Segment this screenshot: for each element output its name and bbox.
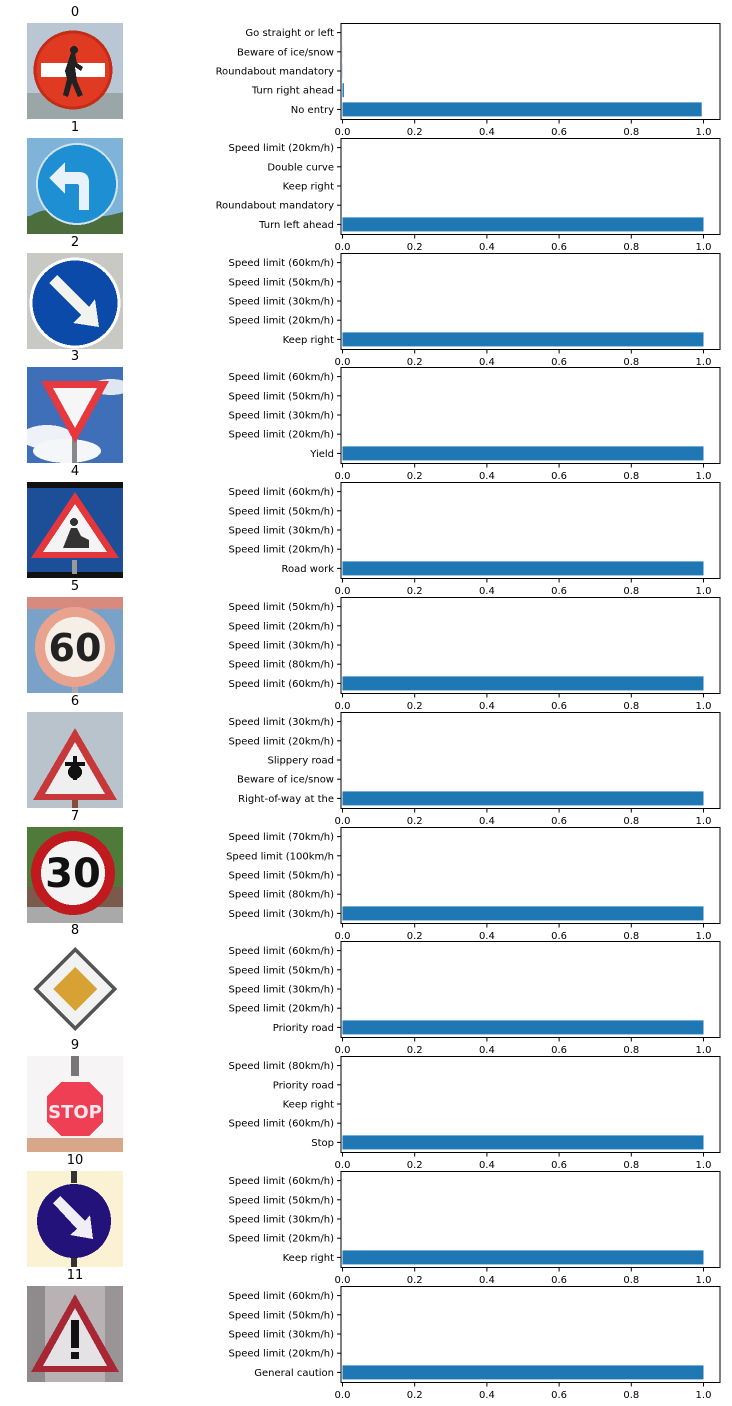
x-tick-label: 0.8 <box>623 1045 640 1057</box>
x-tick-label: 0.6 <box>551 241 568 253</box>
y-tick-label: Stop <box>311 1138 334 1150</box>
x-tick-label: 1.0 <box>695 471 712 483</box>
y-tick-label: Speed limit (80km/h) <box>228 889 334 901</box>
y-tick-label: Turn left ahead <box>259 219 334 231</box>
x-tick-label: 0.0 <box>334 241 351 253</box>
x-tick-label: 0.2 <box>406 241 423 253</box>
y-tick-label: Turn right ahead <box>251 85 334 97</box>
x-tick-label: 0.4 <box>478 586 495 598</box>
y-tick-label: Speed limit (20km/h) <box>228 430 334 442</box>
x-tick-label: 0.8 <box>623 701 640 712</box>
y-tick-label: Speed limit (50km/h) <box>228 506 334 518</box>
x-tick-label: 0.2 <box>406 127 423 138</box>
y-tick-label: Speed limit (30km/h) <box>228 716 334 728</box>
y-tick-label: Speed limit (80km/h) <box>228 1061 334 1073</box>
y-tick-label: Speed limit (50km/h) <box>228 276 334 288</box>
x-tick-label: 0.2 <box>406 1160 423 1172</box>
x-tick-label: 0.0 <box>334 586 351 598</box>
y-tick-label: Speed limit (60km/h) <box>228 1290 334 1302</box>
x-tick-label: 0.0 <box>334 815 351 827</box>
panel-title: 2 <box>70 234 80 250</box>
x-tick-label: 0.2 <box>406 356 423 368</box>
panel-title: 5 <box>70 579 80 594</box>
y-tick-label: Speed limit (30km/h) <box>228 984 334 996</box>
bar <box>343 332 704 346</box>
x-tick-label: 0.6 <box>551 1275 568 1286</box>
y-tick-label: Roundabout mandatory <box>215 200 334 212</box>
x-tick-label: 0.0 <box>334 1389 351 1401</box>
x-tick-label: 0.0 <box>334 127 351 138</box>
y-tick-label: Speed limit (30km/h) <box>228 1329 334 1341</box>
y-tick-label: Double curve <box>267 162 334 174</box>
panel-title: 8 <box>70 923 80 939</box>
y-tick-label: Speed limit (50km/h) <box>228 1195 334 1207</box>
x-tick-label: 0.8 <box>623 815 640 827</box>
y-tick-label: Speed limit (20km/h) <box>228 621 334 633</box>
bar <box>343 791 704 805</box>
y-tick-label: Priority road <box>272 1080 334 1092</box>
x-tick-label: 0.2 <box>406 701 423 712</box>
x-tick-label: 0.4 <box>478 241 495 253</box>
panel-title: 0 <box>70 5 80 20</box>
x-tick-label: 0.4 <box>478 356 495 368</box>
bar <box>343 1021 704 1035</box>
y-tick-label: Speed limit (30km/h) <box>228 1214 334 1226</box>
y-tick-label: Speed limit (20km/h) <box>228 1233 334 1245</box>
y-tick-label: Keep right <box>282 334 334 346</box>
x-tick-label: 0.6 <box>551 1160 568 1172</box>
y-tick-label: Speed limit (20km/h) <box>228 142 334 154</box>
panel-title: 1 <box>70 119 80 135</box>
x-tick-label: 0.6 <box>551 471 568 483</box>
x-tick-label: 1.0 <box>695 701 712 712</box>
y-tick-label: No entry <box>290 104 334 116</box>
x-tick-label: 1.0 <box>695 1389 712 1401</box>
x-tick-label: 0.4 <box>478 701 495 712</box>
y-tick-label: Keep right <box>282 1099 334 1111</box>
x-tick-label: 0.4 <box>478 1389 495 1401</box>
x-tick-label: 0.0 <box>334 701 351 712</box>
x-tick-label: 0.4 <box>478 930 495 942</box>
x-tick-label: 0.6 <box>551 701 568 712</box>
x-tick-label: 0.4 <box>478 1045 495 1057</box>
x-tick-label: 1.0 <box>695 586 712 598</box>
y-tick-label: Priority road <box>272 1023 334 1035</box>
x-tick-label: 0.8 <box>623 586 640 598</box>
x-tick-label: 0.8 <box>623 1389 640 1401</box>
x-tick-label: 1.0 <box>695 1045 712 1057</box>
x-tick-label: 0.4 <box>478 471 495 483</box>
x-tick-label: 0.8 <box>623 1275 640 1286</box>
y-tick-label: Roundabout mandatory <box>215 66 334 78</box>
panel-title: 6 <box>70 693 80 709</box>
x-tick-label: 0.2 <box>406 1389 423 1401</box>
x-tick-label: 0.8 <box>623 356 640 368</box>
y-tick-label: Speed limit (60km/h) <box>228 1176 334 1188</box>
x-tick-label: 0.6 <box>551 586 568 598</box>
y-tick-label: Speed limit (60km/h) <box>228 946 334 958</box>
bar <box>343 102 702 116</box>
panel-title: 7 <box>70 808 80 824</box>
x-tick-label: 0.8 <box>623 1160 640 1172</box>
y-tick-label: Speed limit (50km/h) <box>228 870 334 882</box>
y-tick-label: Speed limit (30km/h) <box>228 525 334 537</box>
bar <box>343 1250 704 1264</box>
bar <box>343 1365 704 1379</box>
y-tick-label: Go straight or left <box>245 28 334 40</box>
svg-text:STOP: STOP <box>48 1102 102 1124</box>
panel-title: 9 <box>70 1038 80 1054</box>
x-tick-label: 0.0 <box>334 356 351 368</box>
y-tick-label: Speed limit (60km/h) <box>228 487 334 499</box>
bar <box>343 447 704 461</box>
x-tick-label: 0.4 <box>478 815 495 827</box>
bar <box>343 562 704 576</box>
x-tick-label: 0.4 <box>478 1160 495 1172</box>
x-tick-label: 0.2 <box>406 471 423 483</box>
x-tick-label: 0.6 <box>551 1045 568 1057</box>
y-tick-label: Speed limit (20km/h) <box>228 544 334 556</box>
x-tick-label: 0.2 <box>406 930 423 942</box>
x-tick-label: 1.0 <box>695 356 712 368</box>
x-tick-label: 1.0 <box>695 127 712 138</box>
panel-title: 4 <box>70 464 80 480</box>
x-tick-label: 0.2 <box>406 815 423 827</box>
y-tick-label: Beware of ice/snow <box>236 47 334 59</box>
x-tick-label: 0.2 <box>406 1045 423 1057</box>
panel-title: 11 <box>66 1267 84 1283</box>
svg-text:60: 60 <box>48 626 102 670</box>
y-tick-label: Speed limit (60km/h) <box>228 257 334 269</box>
bar <box>343 217 704 231</box>
x-tick-label: 0.6 <box>551 127 568 138</box>
y-tick-label: Speed limit (30km/h) <box>228 296 334 308</box>
bar <box>343 676 704 690</box>
svg-text:30: 30 <box>45 850 101 897</box>
y-tick-label: Speed limit (60km/h) <box>228 678 334 690</box>
x-tick-label: 0.8 <box>623 241 640 253</box>
bar <box>343 1136 704 1150</box>
y-tick-label: Speed limit (30km/h) <box>228 640 334 652</box>
x-tick-label: 0.4 <box>478 1275 495 1286</box>
x-tick-label: 1.0 <box>695 1160 712 1172</box>
y-tick-label: General caution <box>254 1367 334 1379</box>
y-tick-label: Speed limit (20km/h) <box>228 315 334 327</box>
y-tick-label: Speed limit (20km/h) <box>228 1004 334 1016</box>
panel-title: 10 <box>66 1153 84 1168</box>
x-tick-label: 1.0 <box>695 241 712 253</box>
y-tick-label: Speed limit (20km/h) <box>228 1348 334 1360</box>
y-tick-label: Speed limit (50km/h) <box>228 1310 334 1322</box>
y-tick-label: Speed limit (30km/h) <box>228 908 334 920</box>
x-tick-label: 0.0 <box>334 471 351 483</box>
y-tick-label: Speed limit (50km/h) <box>228 602 334 614</box>
x-tick-label: 0.6 <box>551 930 568 942</box>
x-tick-label: 0.8 <box>623 471 640 483</box>
y-tick-label: Speed limit (50km/h) <box>228 965 334 977</box>
bar <box>343 906 704 920</box>
x-tick-label: 0.0 <box>334 1160 351 1172</box>
y-tick-label: Keep right <box>282 181 334 193</box>
y-tick-label: Road work <box>281 564 334 576</box>
x-tick-label: 1.0 <box>695 930 712 942</box>
x-tick-label: 0.2 <box>406 1275 423 1286</box>
y-tick-label: Right-of-way at the <box>238 793 334 805</box>
y-tick-label: Speed limit (60km/h) <box>228 372 334 384</box>
y-tick-label: Slippery road <box>267 755 334 767</box>
y-tick-label: Yield <box>310 449 334 461</box>
x-tick-label: 0.8 <box>623 127 640 138</box>
y-tick-label: Speed limit (30km/h) <box>228 410 334 422</box>
x-tick-label: 0.2 <box>406 586 423 598</box>
x-tick-label: 0.0 <box>334 1275 351 1286</box>
x-tick-label: 0.6 <box>551 356 568 368</box>
y-tick-label: Speed limit (100km/h <box>226 850 334 862</box>
x-tick-label: 1.0 <box>695 1275 712 1286</box>
bar <box>343 83 344 97</box>
y-tick-label: Beware of ice/snow <box>236 774 334 786</box>
panel-title: 3 <box>70 349 80 365</box>
x-tick-label: 0.0 <box>334 930 351 942</box>
y-tick-label: Speed limit (50km/h) <box>228 391 334 403</box>
x-tick-label: 0.8 <box>623 930 640 942</box>
x-tick-label: 0.4 <box>478 127 495 138</box>
x-tick-label: 0.0 <box>334 1045 351 1057</box>
x-tick-label: 0.6 <box>551 1389 568 1401</box>
y-tick-label: Speed limit (80km/h) <box>228 659 334 671</box>
x-tick-label: 1.0 <box>695 815 712 827</box>
y-tick-label: Speed limit (20km/h) <box>228 736 334 748</box>
y-tick-label: Keep right <box>282 1252 334 1264</box>
y-tick-label: Speed limit (60km/h) <box>228 1118 334 1130</box>
bar-chart <box>0 1286 732 1401</box>
y-tick-label: Speed limit (70km/h) <box>228 831 334 843</box>
x-tick-label: 0.6 <box>551 815 568 827</box>
